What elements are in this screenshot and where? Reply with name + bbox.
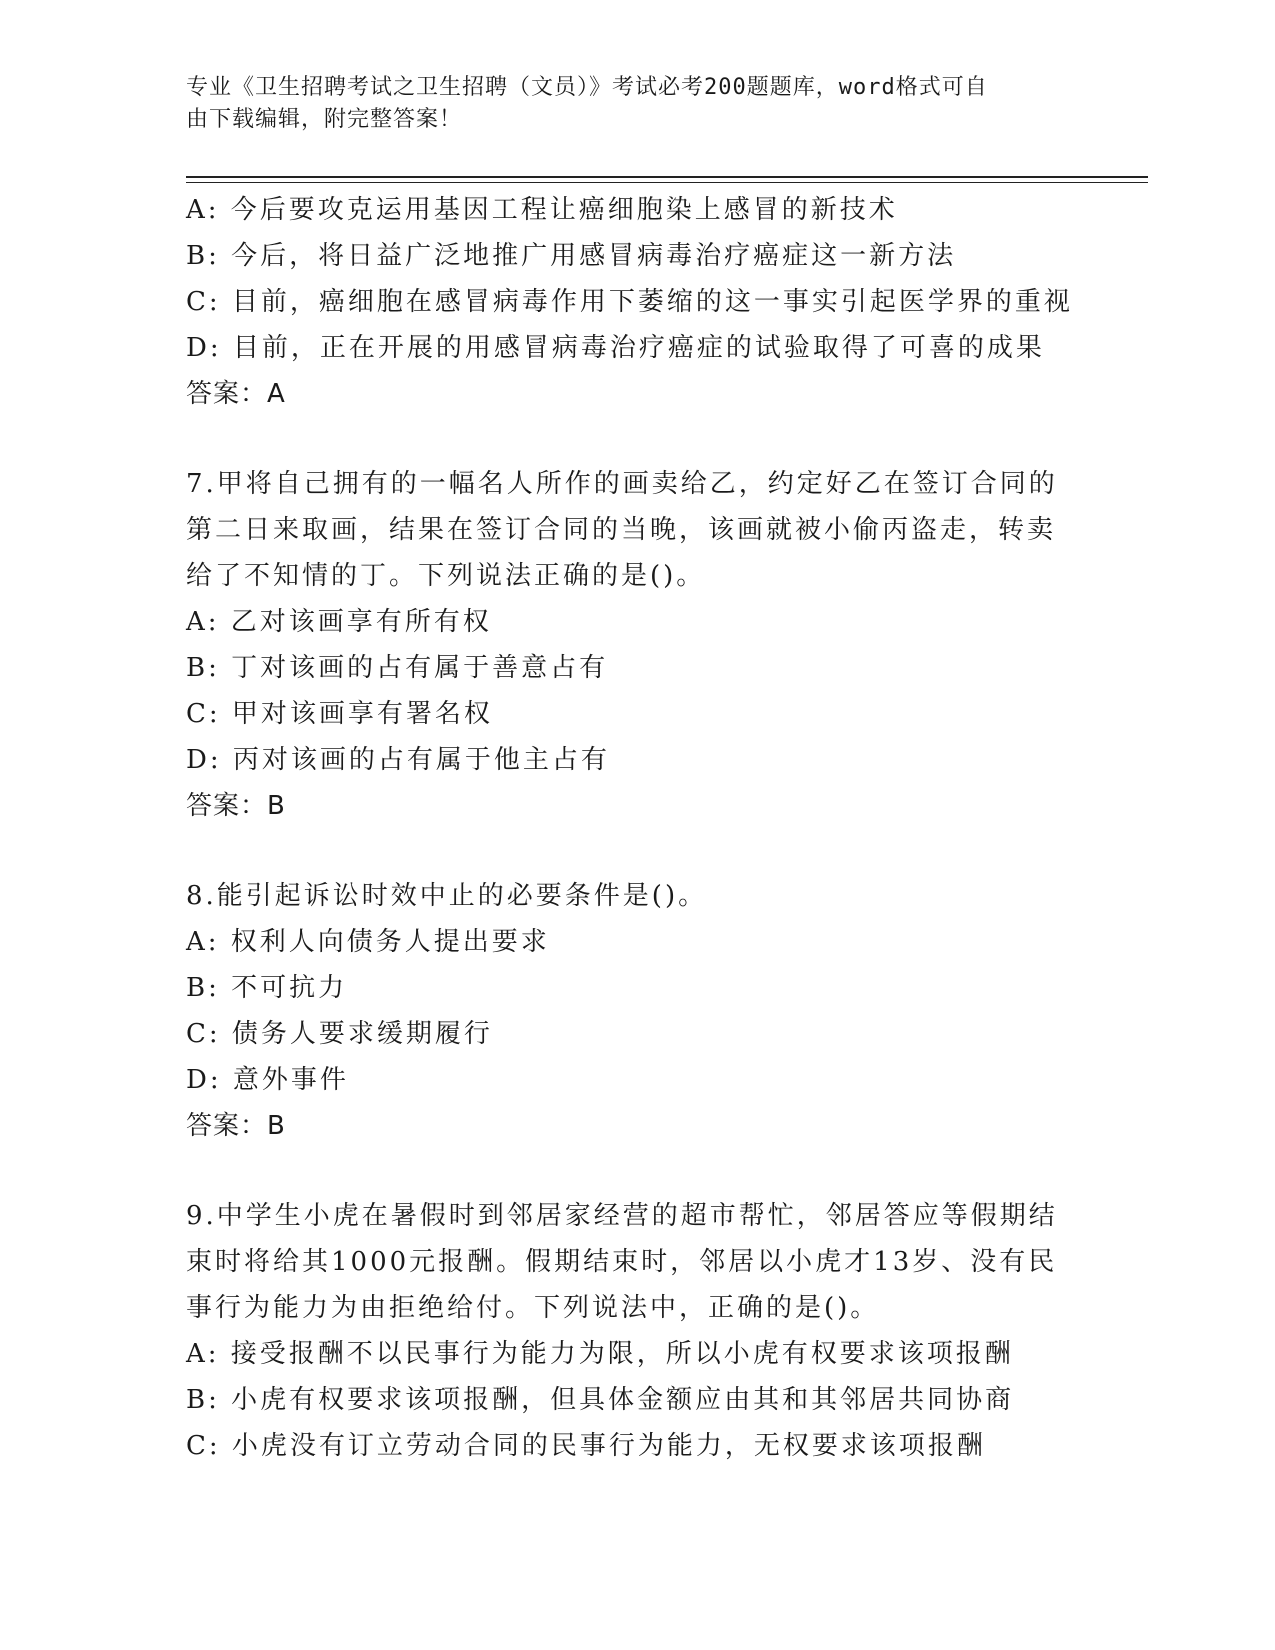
header-title-line-1: 专业《卫生招聘考试之卫生招聘（文员）》考试必考200题题库，word格式可自	[186, 75, 988, 100]
question-6-option-b: B: 今后，将日益广泛地推广用感冒病毒治疗癌症这一新方法	[186, 241, 957, 271]
question-7-answer: 答案：B	[186, 791, 286, 821]
question-9-option-c: C: 小虎没有订立劳动合同的民事行为能力，无权要求该项报酬	[186, 1431, 986, 1461]
question-9-stem-line-3: 事行为能力为由拒绝给付。下列说法中，正确的是()。	[186, 1293, 880, 1323]
question-9-stem-line-2: 束时将给其1000元报酬。假期结束时，邻居以小虎才13岁、没有民	[186, 1247, 1058, 1277]
question-7-option-a: A: 乙对该画享有所有权	[186, 607, 492, 637]
header-title-line-2: 由下载编辑，附完整答案！	[186, 107, 463, 132]
spacer	[186, 829, 1106, 873]
question-7-stem-line-3: 给了不知情的丁。下列说法正确的是()。	[186, 561, 706, 591]
question-6-block	[186, 187, 1106, 417]
question-9-stem-line-1: 9.中学生小虎在暑假时到邻居家经营的超市帮忙，邻居答应等假期结	[186, 1201, 1058, 1231]
question-6-option-a: A: 今后要攻克运用基因工程让癌细胞染上感冒的新技术	[186, 195, 898, 225]
question-9-block	[186, 1193, 1106, 1469]
question-8-stem-line-1: 8.能引起诉讼时效中止的必要条件是()。	[186, 881, 708, 911]
question-6-option-d: D: 目前，正在开展的用感冒病毒治疗癌症的试验取得了可喜的成果	[186, 333, 1045, 363]
question-7-option-b: B: 丁对该画的占有属于善意占有	[186, 653, 609, 683]
question-8-option-c: C: 债务人要求缓期履行	[186, 1019, 493, 1049]
question-8-option-a: A: 权利人向债务人提出要求	[186, 927, 550, 957]
question-8-answer: 答案：B	[186, 1111, 286, 1141]
question-7-stem-line-1: 7.甲将自己拥有的一幅名人所作的画卖给乙，约定好乙在签订合同的	[186, 469, 1058, 499]
question-6-answer: 答案：A	[186, 379, 286, 409]
question-7-option-d: D: 丙对该画的占有属于他主占有	[186, 745, 610, 775]
question-6-option-c: C: 目前，癌细胞在感冒病毒作用下萎缩的这一事实引起医学界的重视	[186, 287, 1073, 317]
question-8-option-b: B: 不可抗力	[186, 973, 348, 1003]
question-list	[186, 187, 1106, 1469]
question-8-option-d: D: 意外事件	[186, 1065, 349, 1095]
question-7-block	[186, 461, 1106, 829]
question-9-option-b: B: 小虎有权要求该项报酬，但具体金额应由其和其邻居共同协商	[186, 1385, 1015, 1415]
question-8-block	[186, 873, 1106, 1149]
header-rule-thick	[186, 176, 1148, 178]
question-9-option-a: A: 接受报酬不以民事行为能力为限，所以小虎有权要求该项报酬	[186, 1339, 1014, 1369]
question-7-option-c: C: 甲对该画享有署名权	[186, 699, 493, 729]
header-rule-thin	[186, 182, 1148, 183]
spacer	[186, 1149, 1106, 1193]
document-header	[186, 72, 1066, 136]
question-7-stem-line-2: 第二日来取画，结果在签订合同的当晚，该画就被小偷丙盗走，转卖	[186, 515, 1057, 545]
spacer	[186, 417, 1106, 461]
